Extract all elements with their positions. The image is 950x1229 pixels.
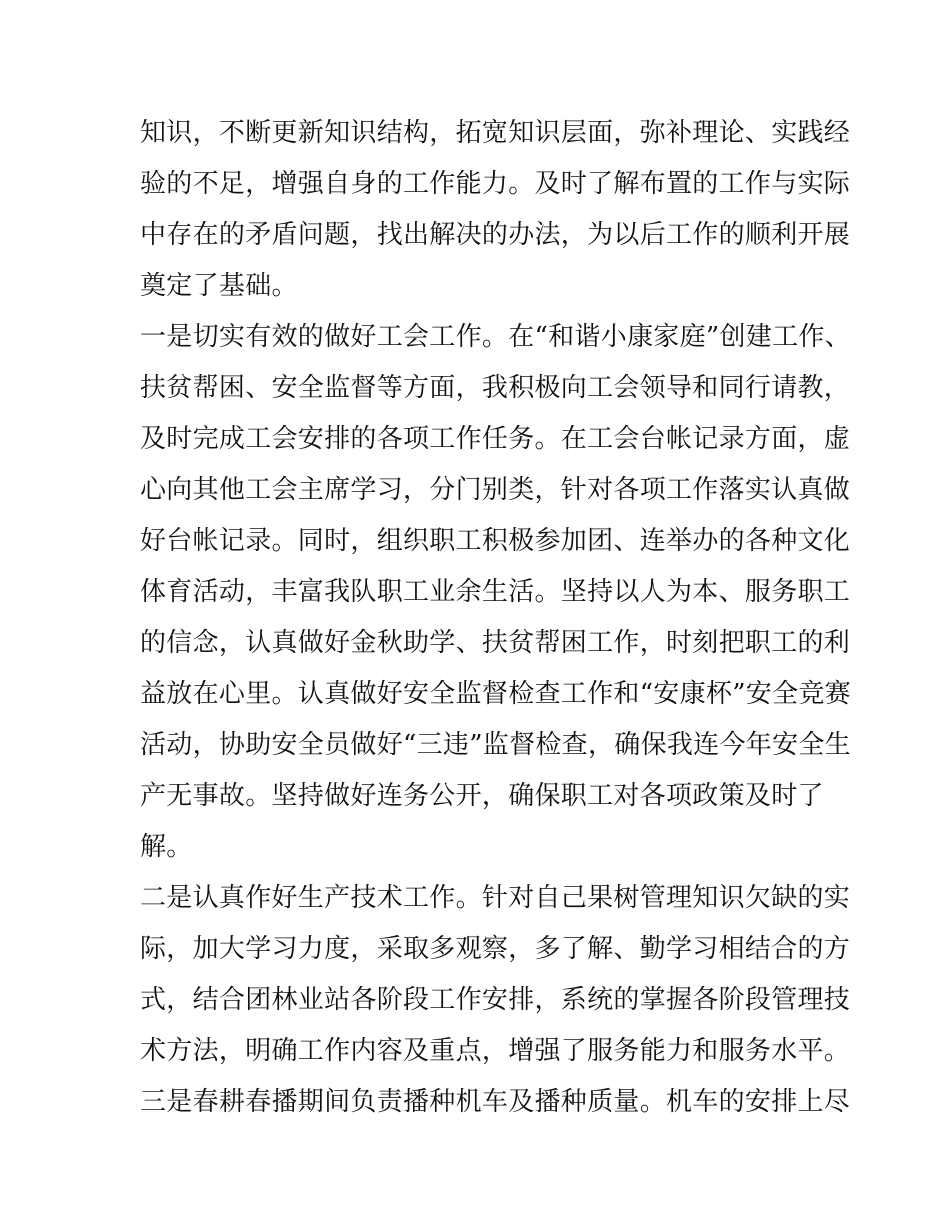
body-text (140, 108, 851, 1128)
text-line: 心向其他工会主席学习，分门别类，针对各项工作落实认真做 (140, 475, 851, 505)
text-line: 际，加大学习力度，采取多观察，多了解、勤学习相结合的方 (140, 934, 851, 964)
text-line: 的信念，认真做好金秋助学、扶贫帮困工作，时刻把职工的利 (140, 628, 851, 658)
text-line: 益放在心里。认真做好安全监督检查工作和“安康杯”安全竞赛 (140, 679, 851, 709)
text-line: 奠定了基础。 (140, 271, 298, 301)
text-line: 知识，不断更新知识结构，拓宽知识层面，弥补理论、实践经 (140, 118, 851, 148)
text-line: 好台帐记录。同时，组织职工积极参加团、连举办的各种文化 (140, 526, 851, 556)
text-line: 一是切实有效的做好工会工作。在“和谐小康家庭”创建工作、 (140, 322, 851, 352)
text-line: 体育活动，丰富我队职工业余生活。坚持以人为本、服务职工 (140, 577, 851, 607)
text-line: 扶贫帮困、安全监督等方面，我积极向工会领导和同行请教， (140, 373, 851, 403)
text-line: 术方法，明确工作内容及重点，增强了服务能力和服务水平。 (140, 1036, 851, 1066)
text-line: 中存在的矛盾问题，找出解决的办法，为以后工作的顺利开展 (140, 220, 851, 250)
text-line: 及时完成工会安排的各项工作任务。在工会台帐记录方面，虚 (140, 424, 851, 454)
text-line: 解。 (140, 832, 193, 862)
text-line: 式，结合团林业站各阶段工作安排，系统的掌握各阶段管理技 (140, 985, 851, 1015)
text-line: 二是认真作好生产技术工作。针对自己果树管理知识欠缺的实 (140, 883, 851, 913)
text-line: 产无事故。坚持做好连务公开，确保职工对各项政策及时了 (140, 781, 824, 811)
text-line: 验的不足，增强自身的工作能力。及时了解布置的工作与实际 (140, 169, 851, 199)
text-line: 三是春耕春播期间负责播种机车及播种质量。机车的安排上尽 (140, 1087, 851, 1117)
text-line: 活动，协助安全员做好“三违”监督检查，确保我连今年安全生 (140, 730, 851, 760)
